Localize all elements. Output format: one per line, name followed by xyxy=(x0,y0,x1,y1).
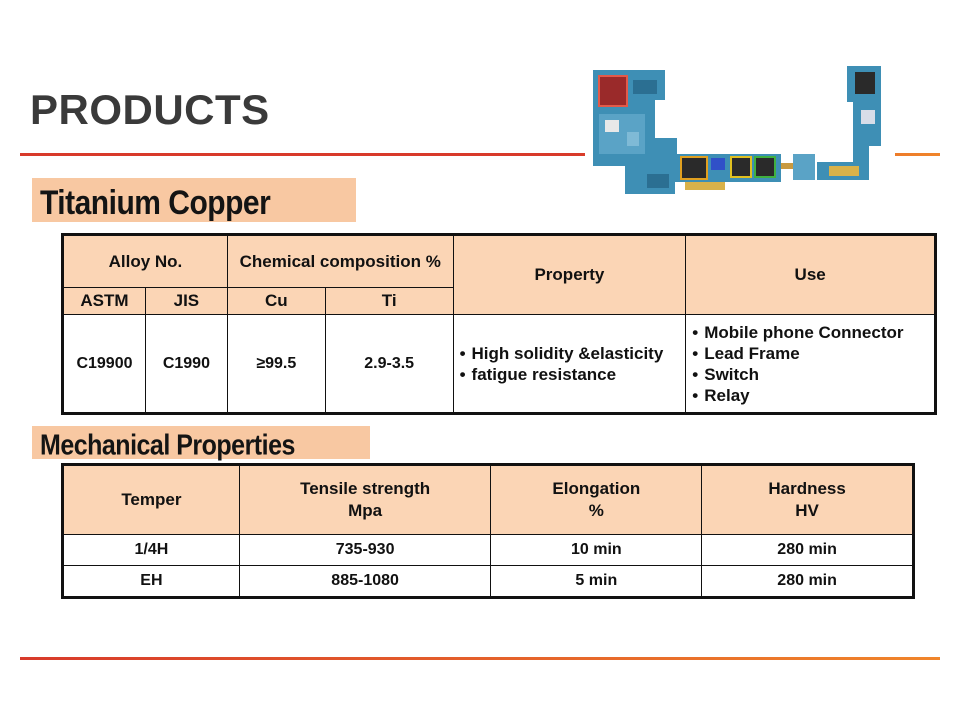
cell-property xyxy=(453,315,686,413)
table-row xyxy=(64,566,913,597)
header-tensile-line2: Mpa xyxy=(348,501,383,520)
header-alloy-no: Alloy No. xyxy=(64,236,228,288)
use-list xyxy=(686,322,934,406)
cell-temper: EH xyxy=(64,566,240,597)
table-row xyxy=(64,535,913,566)
header-cu: Cu xyxy=(227,288,325,315)
header-ti: Ti xyxy=(325,288,453,315)
header-astm: ASTM xyxy=(64,288,146,315)
list-item: • High solidity &elasticity xyxy=(460,343,686,364)
cell-tensile: 885-1080 xyxy=(239,566,491,597)
cell-jis: C1990 xyxy=(145,315,227,413)
cell-ti: 2.9-3.5 xyxy=(325,315,453,413)
header-hardness xyxy=(702,466,913,535)
header-tensile-line1: Tensile strength xyxy=(300,479,431,498)
cell-hardness: 280 min xyxy=(702,566,913,597)
list-item: • Mobile phone Connector xyxy=(692,322,934,343)
list-item: • Relay xyxy=(692,385,934,406)
header-hardness-line2: HV xyxy=(795,501,819,520)
list-item: • fatigue resistance xyxy=(460,364,686,385)
header-tensile-strength xyxy=(239,466,491,535)
header-use: Use xyxy=(686,236,935,315)
section-band-titanium-copper xyxy=(32,178,356,222)
header-elongation xyxy=(491,466,702,535)
cell-astm: C19900 xyxy=(64,315,146,413)
page-title: PRODUCTS xyxy=(30,86,270,133)
cell-use xyxy=(686,315,935,413)
header-elongation-line2: % xyxy=(588,501,604,520)
header-temper: Temper xyxy=(64,466,240,535)
cell-hardness: 280 min xyxy=(702,535,913,566)
cell-elongation: 10 min xyxy=(491,535,702,566)
header-jis: JIS xyxy=(145,288,227,315)
footer-rule xyxy=(20,657,940,660)
table-row xyxy=(64,315,935,413)
header-property: Property xyxy=(453,236,686,315)
property-list xyxy=(454,343,686,385)
cell-elongation: 5 min xyxy=(491,566,702,597)
section-title-mechanical-properties: Mechanical Properties xyxy=(40,429,295,462)
header-chemical-composition: Chemical composition % xyxy=(227,236,453,288)
section-band-mechanical-properties xyxy=(32,426,370,462)
list-item: • Switch xyxy=(692,364,934,385)
cell-temper: 1/4H xyxy=(64,535,240,566)
cell-cu: ≥99.5 xyxy=(227,315,325,413)
circuit-board-image xyxy=(585,62,895,202)
header-hardness-line1: Hardness xyxy=(768,479,846,498)
composition-table xyxy=(63,235,935,413)
list-item: • Lead Frame xyxy=(692,343,934,364)
header-elongation-line1: Elongation xyxy=(552,479,641,498)
cell-tensile: 735-930 xyxy=(239,535,491,566)
section-title-titanium-copper: Titanium Copper xyxy=(40,184,271,222)
mechanical-table xyxy=(63,465,913,597)
